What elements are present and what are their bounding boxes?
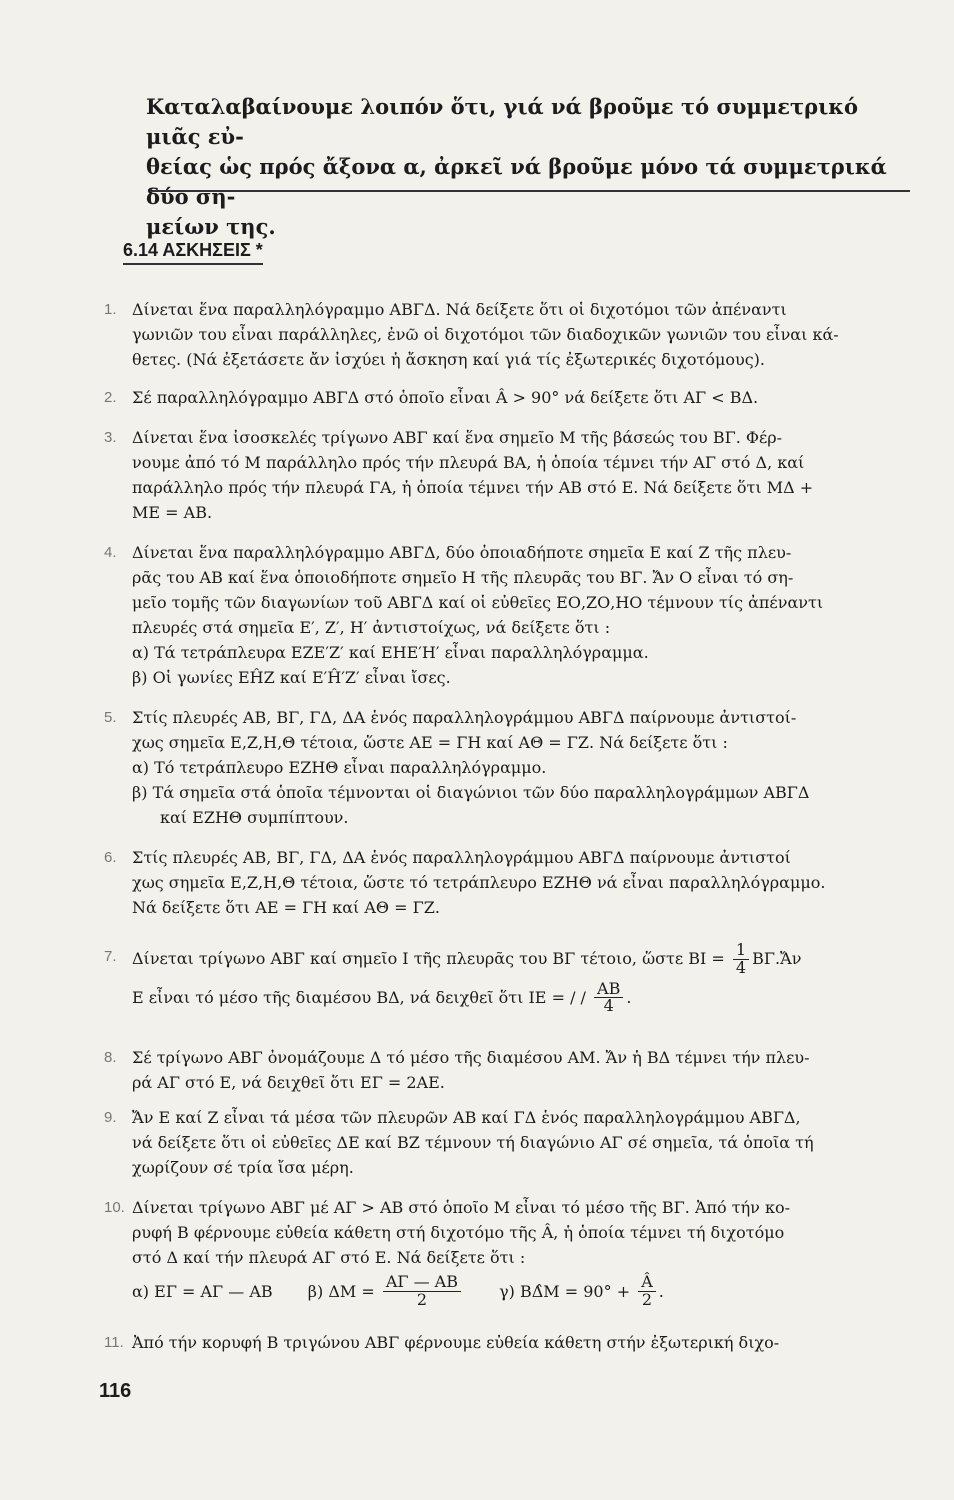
fraction-numerator: Â [638, 1274, 656, 1292]
exercise-subpart-b: β) Τά σημεῖα στά ὁποῖα τέμνονται οἱ διαγώνιοι τῶν δύο παραλληλογράμμων ΑΒΓΔ [132, 783, 810, 802]
exercise-number: 9. [104, 1109, 117, 1126]
fraction-a-over-2 [638, 1274, 656, 1309]
exercise-line: Σέ τρίγωνο ΑΒΓ ὀνομάζουμε Δ τό μέσο τῆς διαμέσου ΑΜ. Ἄν ἡ ΒΔ τέμνει τήν πλευ- [132, 1048, 810, 1067]
fraction-one-quarter [733, 942, 749, 977]
exercise-subpart-a: α) Τά τετράπλευρα ΕΖΕ′Ζ′ καί ΕΗΕ′Η′ εἶναι παραλληλόγραμμα. [132, 643, 649, 662]
exercise-4 [104, 540, 914, 690]
exercise-line: ρυφή Β φέρνουμε εὐθεία κάθετη στή διχοτόμο τῆς Â, ἡ ὁποία τέμνει τή διχοτόμο [132, 1223, 785, 1242]
exercise-line: νουμε ἀπό τό Μ παράλληλο πρός τήν πλευρά ΒΑ, ἡ ὁποία τέμνει τήν ΑΓ στό Δ, καί [132, 453, 805, 472]
intro-paragraph [146, 92, 916, 242]
exercise-line [132, 942, 914, 977]
exercise-number: 6. [104, 849, 117, 866]
fraction-numerator: ΑΓ — ΑΒ [383, 1274, 461, 1292]
exercise-text: Δίνεται τρίγωνο ΑΒΓ καί σημεῖο Ι τῆς πλευρᾶς του ΒΓ τέτοιο, ὥστε ΒΙ = [132, 948, 725, 968]
fraction-denominator: 4 [735, 957, 747, 977]
exercise-text: Ε εἶναι τό μέσο τῆς διαμέσου ΒΔ, νά δειχθεῖ ὅτι ΙΕ = / / [132, 987, 586, 1007]
exercise-3 [104, 425, 914, 525]
exercise-subpart-b-continued: καί ΕΖΗΘ συμπίπτουν. [160, 808, 349, 827]
exercise-line [132, 978, 914, 1016]
exercise-number: 7. [104, 948, 117, 965]
fraction-ag-minus-ab-over-2 [383, 1274, 461, 1309]
page-number: 116 [99, 1380, 132, 1402]
exercise-number: 1. [104, 301, 117, 318]
exercise-11 [104, 1330, 914, 1355]
exercise-7 [104, 942, 914, 1015]
exercise-line: γωνιῶν του εἶναι παράλληλες, ἐνῶ οἱ διχοτόμοι τῶν διαδοχικῶν γωνιῶν του εἶναι κά- [132, 325, 839, 344]
exercise-subpart-a: α) Τό τετράπλευρο ΕΖΗΘ εἶναι παραλληλόγραμμο. [132, 758, 547, 777]
exercise-line: ΜΕ = ΑΒ. [132, 503, 213, 522]
fraction-denominator: 2 [416, 1289, 427, 1309]
fraction-numerator: 1 [733, 942, 749, 960]
exercise-5 [104, 705, 914, 830]
exercise-10 [104, 1195, 914, 1309]
fraction-denominator: 4 [603, 996, 614, 1016]
section-divider [150, 190, 910, 192]
exercise-answers-row [132, 1274, 914, 1309]
exercise-line: Ἀπό τήν κορυφή Β τριγώνου ΑΒΓ φέρνουμε εὐθεία κάθετη στήν ἐξωτερική διχο- [132, 1333, 780, 1352]
intro-line: μείων της. [146, 214, 276, 239]
exercise-number: 4. [104, 544, 117, 561]
exercise-subpart-a: α) ΕΓ = ΑΓ — ΑΒ [132, 1281, 273, 1301]
exercise-line: πλευρές στά σημεῖα Ε′, Ζ′, Η′ ἀντιστοίχως, νά δείξετε ὅτι : [132, 618, 611, 637]
exercise-number: 3. [104, 429, 117, 446]
intro-line: Καταλαβαίνουμε λοιπόν ὅτι, γιά νά βροῦμε τό συμμετρικό μιᾶς εὐ- [146, 94, 859, 149]
exercise-number: 8. [104, 1049, 117, 1066]
exercise-line: Νά δείξετε ὅτι ΑΕ = ΓΗ καί ΑΘ = ΓΖ. [132, 898, 440, 917]
exercise-line: Δίνεται ἕνα παραλληλόγραμμο ΑΒΓΔ. Νά δείξετε ὅτι οἱ διχοτόμοι τῶν ἀπέναντι [132, 300, 787, 319]
exercise-line: Στίς πλευρές ΑΒ, ΒΓ, ΓΔ, ΔΑ ἑνός παραλληλογράμμου ΑΒΓΔ παίρνουμε ἀντιστοί- [132, 708, 797, 727]
exercise-line: Δίνεται ἕνα παραλληλόγραμμο ΑΒΓΔ, δύο ὁποιαδήποτε σημεῖα Ε καί Ζ τῆς πλευ- [132, 543, 792, 562]
intro-line: θείας ὡς πρός ἄξονα α, ἀρκεῖ νά βροῦμε μόνο τά συμμετρικά δύο ση- [146, 154, 887, 209]
exercise-6 [104, 845, 914, 920]
exercise-line: Δίνεται τρίγωνο ΑΒΓ μέ ΑΓ > ΑΒ στό ὁποῖο Μ εἶναι τό μέσο τῆς ΒΓ. Ἀπό τήν κο- [132, 1198, 791, 1217]
exercise-line: παράλληλο πρός τήν πλευρά ΓΑ, ἡ ὁποία τέμνει τήν ΑΒ στό Ε. Νά δείξετε ὅτι ΜΔ + [132, 478, 814, 497]
exercise-number: 5. [104, 709, 117, 726]
exercise-line: χως σημεῖα Ε,Ζ,Η,Θ τέτοια, ὥστε ΑΕ = ΓΗ καί ΑΘ = ΓΖ. Νά δείξετε ὅτι : [132, 733, 728, 752]
fraction-ab-over-4 [594, 978, 623, 1016]
exercise-line: χωρίζουν σέ τρία ἴσα μέρη. [132, 1158, 354, 1177]
exercise-line: Ἄν Ε καί Ζ εἶναι τά μέσα τῶν πλευρῶν ΑΒ καί ΓΔ ἑνός παραλληλογράμμου ΑΒΓΔ, [132, 1108, 801, 1127]
exercise-line: Στίς πλευρές ΑΒ, ΒΓ, ΓΔ, ΔΑ ἑνός παραλληλογράμμου ΑΒΓΔ παίρνουμε ἀντιστοί [132, 848, 791, 867]
exercise-text: . [658, 1281, 664, 1301]
exercise-8 [104, 1045, 914, 1095]
exercise-line: θετες. (Νά ἐξετάσετε ἄν ἰσχύει ἡ ἄσκηση καί γιά τίς ἐξωτερικές διχοτόμους). [132, 350, 765, 369]
exercise-number: 10. [104, 1199, 125, 1216]
exercise-subpart-b: β) Οἱ γωνίες ΕĤΖ καί Ε′Ĥ′Ζ′ εἶναι ἴσες. [132, 668, 451, 687]
exercise-line: Σέ παραλληλόγραμμο ΑΒΓΔ στό ὁποῖο εἶναι Â > 90° νά δείξετε ὅτι ΑΓ < ΒΔ. [132, 388, 759, 407]
section-title: 6.14 ΑΣΚΗΣΕΙΣ * [123, 240, 263, 265]
exercise-1 [104, 297, 914, 372]
exercise-number: 2. [104, 389, 117, 406]
exercise-line: νά δείξετε ὅτι οἱ εὐθεῖες ΔΕ καί ΒΖ τέμνουν τή διαγώνιο ΑΓ σέ σημεῖα, τά ὁποῖα τή [132, 1133, 814, 1152]
fraction-denominator: 2 [641, 1289, 653, 1309]
exercise-number: 11. [104, 1334, 124, 1351]
exercise-9 [104, 1105, 914, 1180]
exercise-line: ρᾶς του ΑΒ καί ἕνα ὁποιοδήποτε σημεῖο Η τῆς πλευρᾶς του ΒΓ. Ἄν Ο εἶναι τό ση- [132, 568, 794, 587]
exercise-line: ρά ΑΓ στό Ε, νά δειχθεῖ ὅτι ΕΓ = 2ΑΕ. [132, 1073, 445, 1092]
exercise-2 [104, 385, 914, 410]
exercise-text: . [626, 987, 632, 1007]
exercise-subpart-b: β) ΔΜ = [307, 1281, 375, 1301]
exercise-text: ΒΓ.Ἄν [752, 948, 802, 968]
fraction-numerator: ΑΒ [594, 981, 623, 999]
exercise-line: Δίνεται ἕνα ἰσοσκελές τρίγωνο ΑΒΓ καί ἕνα σημεῖο Μ τῆς βάσεώς του ΒΓ. Φέρ- [132, 428, 783, 447]
exercise-line: στό Δ καί τήν πλευρά ΑΓ στό Ε. Νά δείξετε ὅτι : [132, 1248, 526, 1267]
exercise-subpart-c: γ) ΒΔ̂Μ = 90° + [499, 1281, 631, 1301]
exercise-line: χως σημεῖα Ε,Ζ,Η,Θ τέτοια, ὥστε τό τετράπλευρο ΕΖΗΘ νά εἶναι παραλληλόγραμμο. [132, 873, 826, 892]
exercise-line: μεῖο τομῆς τῶν διαγωνίων τοῦ ΑΒΓΔ καί οἱ εὐθεῖες ΕΟ,ΖΟ,ΗΟ τέμνουν τίς ἀπέναντι [132, 593, 824, 612]
